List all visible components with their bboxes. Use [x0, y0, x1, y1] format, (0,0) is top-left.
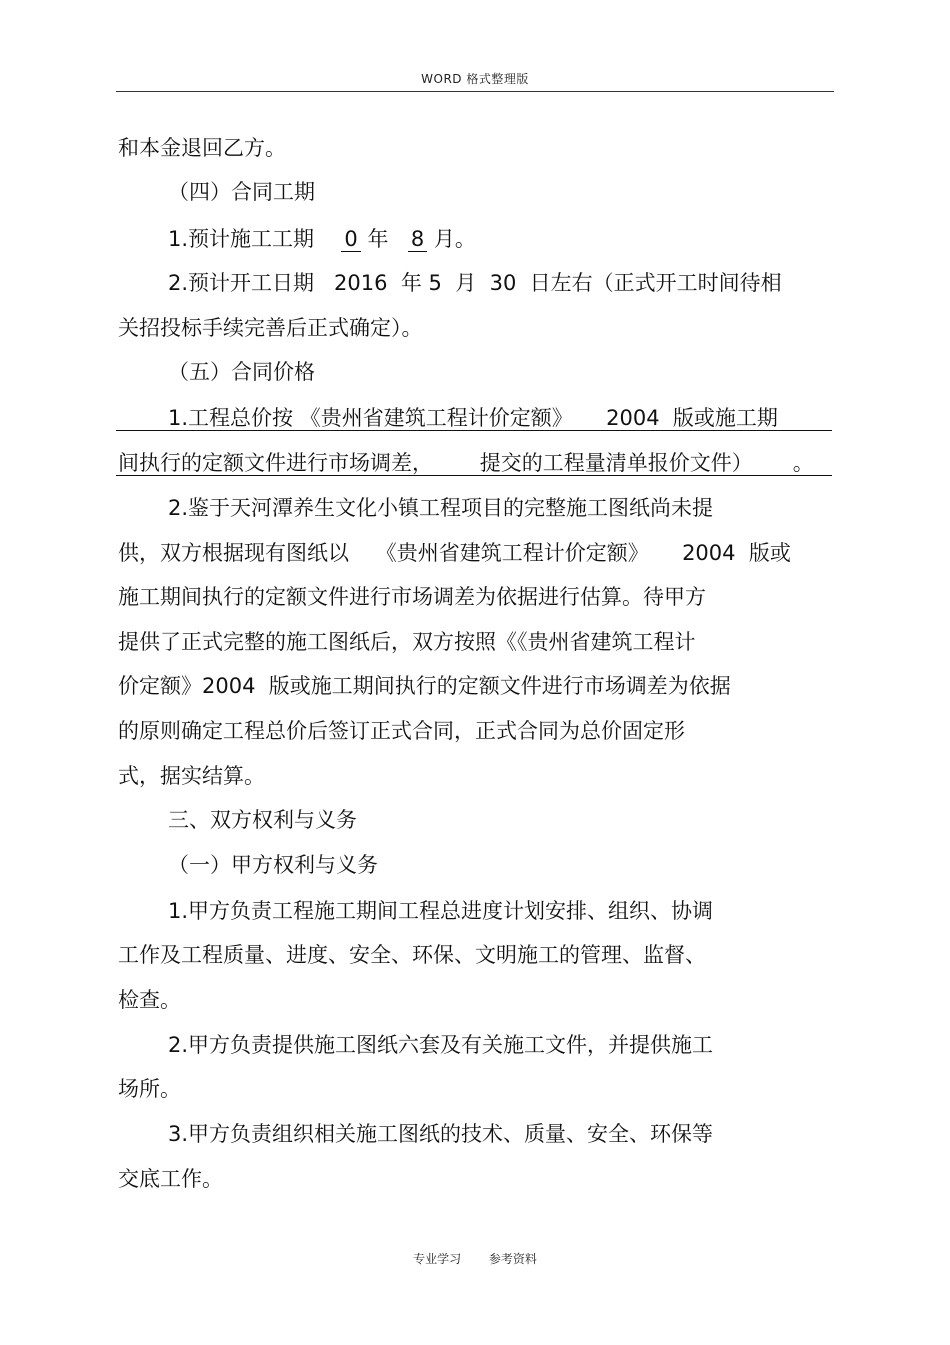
paragraph-line: 提供了正式完整的施工图纸后，双方按照《《贵州省建筑工程计 — [118, 630, 696, 654]
underline-rule — [116, 475, 832, 476]
total-price-label: 1.工程总价按 — [168, 406, 294, 430]
period-label: 1.预计施工工期 — [168, 227, 315, 251]
paragraph-line: 3.甲方负责组织相关施工图纸的技术、质量、安全、环保等 — [168, 1122, 714, 1146]
paragraph-line: 式，据实结算。 — [118, 764, 265, 788]
paragraph-line: 和本金退回乙方。 — [118, 136, 286, 160]
paragraph-line: 供，双方根据现有图纸以 《贵州省建筑工程计价定额》 2004 版或 — [118, 541, 791, 565]
pricing-basis-continuation: 间执行的定额文件进行市场调差， 提交的工程量清单报价文件） 。 — [118, 451, 814, 475]
paragraph-line: 1.甲方负责工程施工期间工程总进度计划安排、组织、协调 — [168, 899, 714, 923]
pricing-basis-text: 《贵州省建筑工程计价定额》 2004 版或施工期 — [299, 406, 778, 430]
underline-rule — [116, 430, 832, 431]
period-months-field: 8 — [408, 227, 427, 252]
paragraph-line: 的原则确定工程总价后签订正式合同，正式合同为总价固定形 — [118, 719, 685, 743]
paragraph-line: 检查。 — [118, 988, 181, 1012]
paragraph-line: 价定额》2004 版或施工期间执行的定额文件进行市场调差为依据 — [118, 674, 731, 698]
section-heading-rights: 三、双方权利与义务 — [168, 808, 357, 832]
start-date-line: 2.预计开工日期 2016 年 5 月 30 日左右（正式开工时间待相 — [168, 271, 782, 295]
paragraph-line: 施工期间执行的定额文件进行市场调差为依据进行估算。待甲方 — [118, 585, 706, 609]
paragraph-line: 交底工作。 — [118, 1167, 223, 1191]
section-heading-party-a: （一）甲方权利与义务 — [168, 853, 378, 877]
section-heading-duration: （四）合同工期 — [168, 180, 315, 204]
month-unit: 月。 — [433, 227, 476, 251]
paragraph-line: 场所。 — [118, 1077, 181, 1101]
section-heading-price: （五）合同价格 — [168, 360, 315, 384]
year-unit: 年 — [367, 227, 389, 251]
construction-period-line — [168, 225, 476, 253]
total-price-line — [168, 404, 778, 432]
period-years-field: 0 — [341, 227, 360, 252]
paragraph-line: 工作及工程质量、进度、安全、环保、文明施工的管理、监督、 — [118, 943, 706, 967]
paragraph-line: 2.甲方负责提供施工图纸六套及有关施工文件，并提供施工 — [168, 1033, 714, 1057]
paragraph-line: 关招投标手续完善后正式确定）。 — [118, 316, 423, 340]
paragraph-line: 2.鉴于天河潭养生文化小镇工程项目的完整施工图纸尚未提 — [168, 496, 714, 520]
header-divider — [116, 91, 834, 92]
footer-left-text: 专业学习 — [413, 1252, 462, 1266]
page-footer — [0, 1250, 950, 1267]
footer-right-text: 参考资料 — [488, 1252, 537, 1266]
header-title: WORD 格式整理版 — [421, 72, 529, 86]
